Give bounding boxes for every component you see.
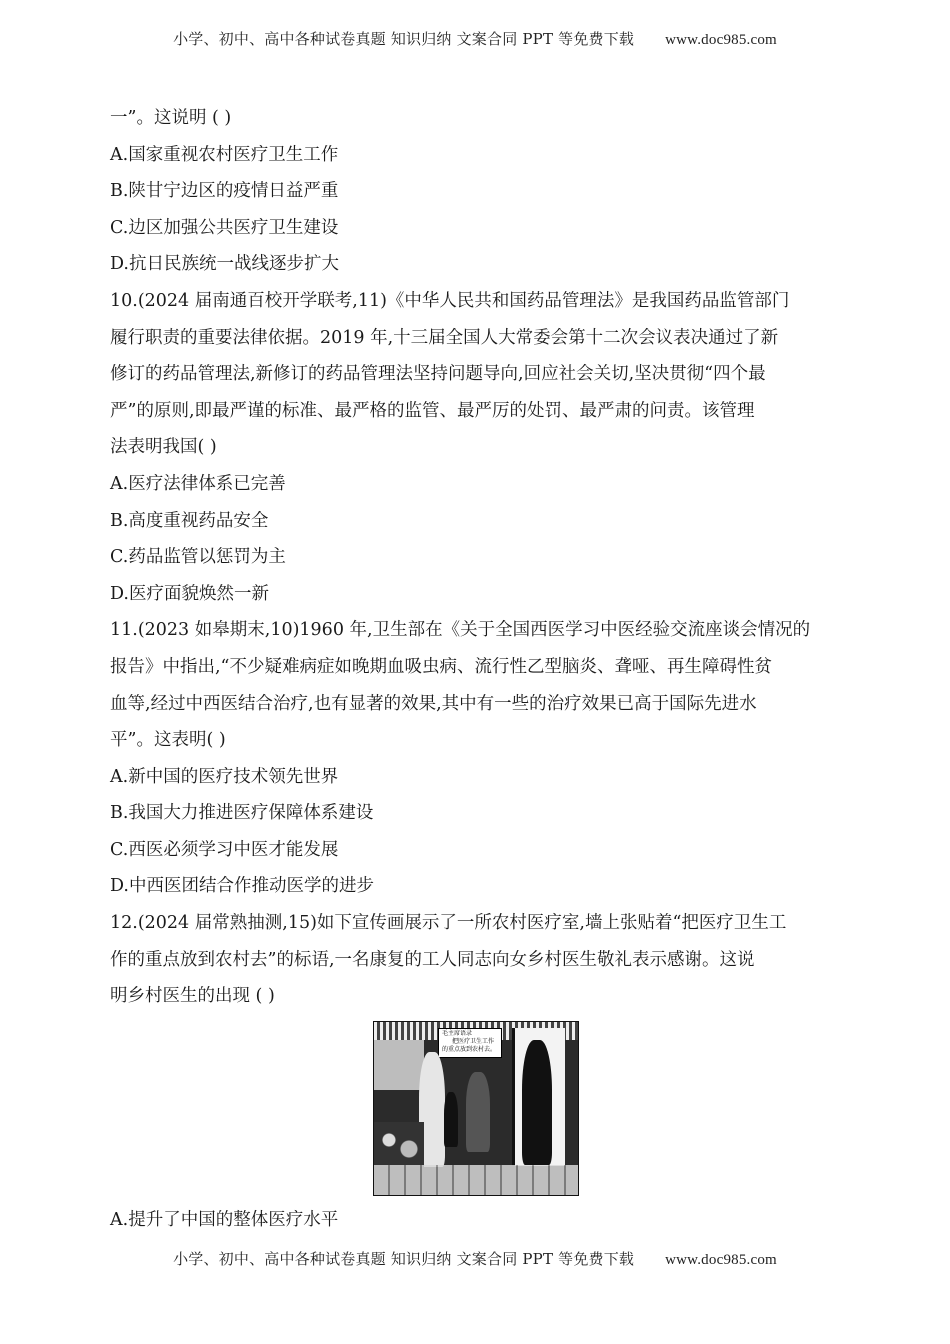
question-12	[110, 905, 842, 1015]
question-stem-line: 一”。这说明 ( )	[110, 108, 232, 128]
child-figure	[444, 1092, 458, 1147]
question-11	[110, 612, 842, 905]
page-header	[0, 28, 950, 49]
question-stem-line: 11.(2023 如皋期末,10)1960 年,卫生部在《关于全国西医学习中医经验交流座谈会情况的	[110, 620, 811, 641]
question-stem-line: 严”的原则,即最严谨的标准、最严格的监管、最严厉的处罚、最严肃的问责。该管理	[110, 400, 755, 421]
option-a: A.新中国的医疗技术领先世界	[110, 766, 339, 787]
question-stem-line: 10.(2024 届南通百校开学联考,11)《中华人民共和国药品管理法》是我国药品监管部门	[110, 290, 790, 311]
option-b: B.陕甘宁边区的疫情日益严重	[110, 181, 339, 202]
option-b: B.高度重视药品安全	[110, 510, 269, 531]
option-c: C.边区加强公共医疗卫生建设	[110, 217, 339, 238]
footer-text: 小学、初中、高中各种试卷真题 知识归纳 文案合同 PPT 等免费下载	[173, 1250, 635, 1268]
question-12-options	[110, 1202, 842, 1239]
question-stem-line: 作的重点放到农村去”的标语,一名康复的工人同志向女乡村医生敬礼表示感谢。这说	[110, 949, 755, 970]
header-text: 小学、初中、高中各种试卷真题 知识归纳 文案合同 PPT 等免费下载	[173, 30, 635, 48]
header-site-link[interactable]: www.doc985.com	[665, 32, 777, 48]
question-9-tail	[110, 100, 842, 283]
question-stem-line: 报告》中指出,“不少疑难病症如晚期血吸虫病、流行性乙型脑炎、聋哑、再生障碍性贫	[110, 656, 773, 677]
question-10	[110, 283, 842, 612]
potted-plants	[374, 1122, 424, 1167]
boy-figure	[466, 1072, 490, 1152]
option-d: D.医疗面貌焕然一新	[110, 583, 269, 604]
option-d: D.中西医团结合作推动医学的进步	[110, 876, 374, 897]
option-a: A.国家重视农村医疗卫生工作	[110, 144, 339, 165]
question-stem-line: 法表明我国( )	[110, 437, 217, 458]
option-d: D.抗日民族统一战线逐步扩大	[110, 254, 339, 275]
question-stem-line: 履行职责的重要法律依据。2019 年,十三届全国人大常委会第十二次会议表决通过了新	[110, 327, 779, 348]
document-body	[110, 100, 842, 1015]
option-c: C.药品监管以惩罚为主	[110, 547, 286, 568]
question-stem-line: 平”。这表明( )	[110, 730, 226, 751]
option-c: C.西医必须学习中医才能发展	[110, 839, 339, 860]
footer-site-link[interactable]: www.doc985.com	[665, 1252, 777, 1268]
worker-saluting-figure	[522, 1040, 552, 1165]
slogan-sign	[438, 1028, 502, 1058]
tiled-floor	[374, 1165, 578, 1195]
option-a: A.提升了中国的整体医疗水平	[110, 1210, 339, 1230]
propaganda-poster-image	[373, 1021, 579, 1196]
page-footer	[0, 1248, 950, 1269]
question-stem-line: 12.(2024 届常熟抽测,15)如下宣传画展示了一所农村医疗室,墙上张贴着“把医疗卫生工	[110, 913, 787, 934]
question-stem-line: 明乡村医生的出现 ( )	[110, 986, 275, 1007]
sign-line: 的重点放到农村去。	[442, 1046, 497, 1053]
option-a: A.医疗法律体系已完善	[110, 473, 286, 494]
sign-line: 把医疗卫生工作	[452, 1038, 495, 1045]
wall-background	[374, 1040, 424, 1090]
question-stem-line: 修订的药品管理法,新修订的药品管理法坚持问题导向,回应社会关切,坚决贯彻“四个最	[110, 364, 766, 385]
sign-line: 毛主席语录	[442, 1030, 473, 1037]
question-stem-line: 血等,经过中西医结合治疗,也有显著的效果,其中有一些的治疗效果已高于国际先进水	[110, 693, 757, 714]
option-b: B.我国大力推进医疗保障体系建设	[110, 803, 374, 824]
